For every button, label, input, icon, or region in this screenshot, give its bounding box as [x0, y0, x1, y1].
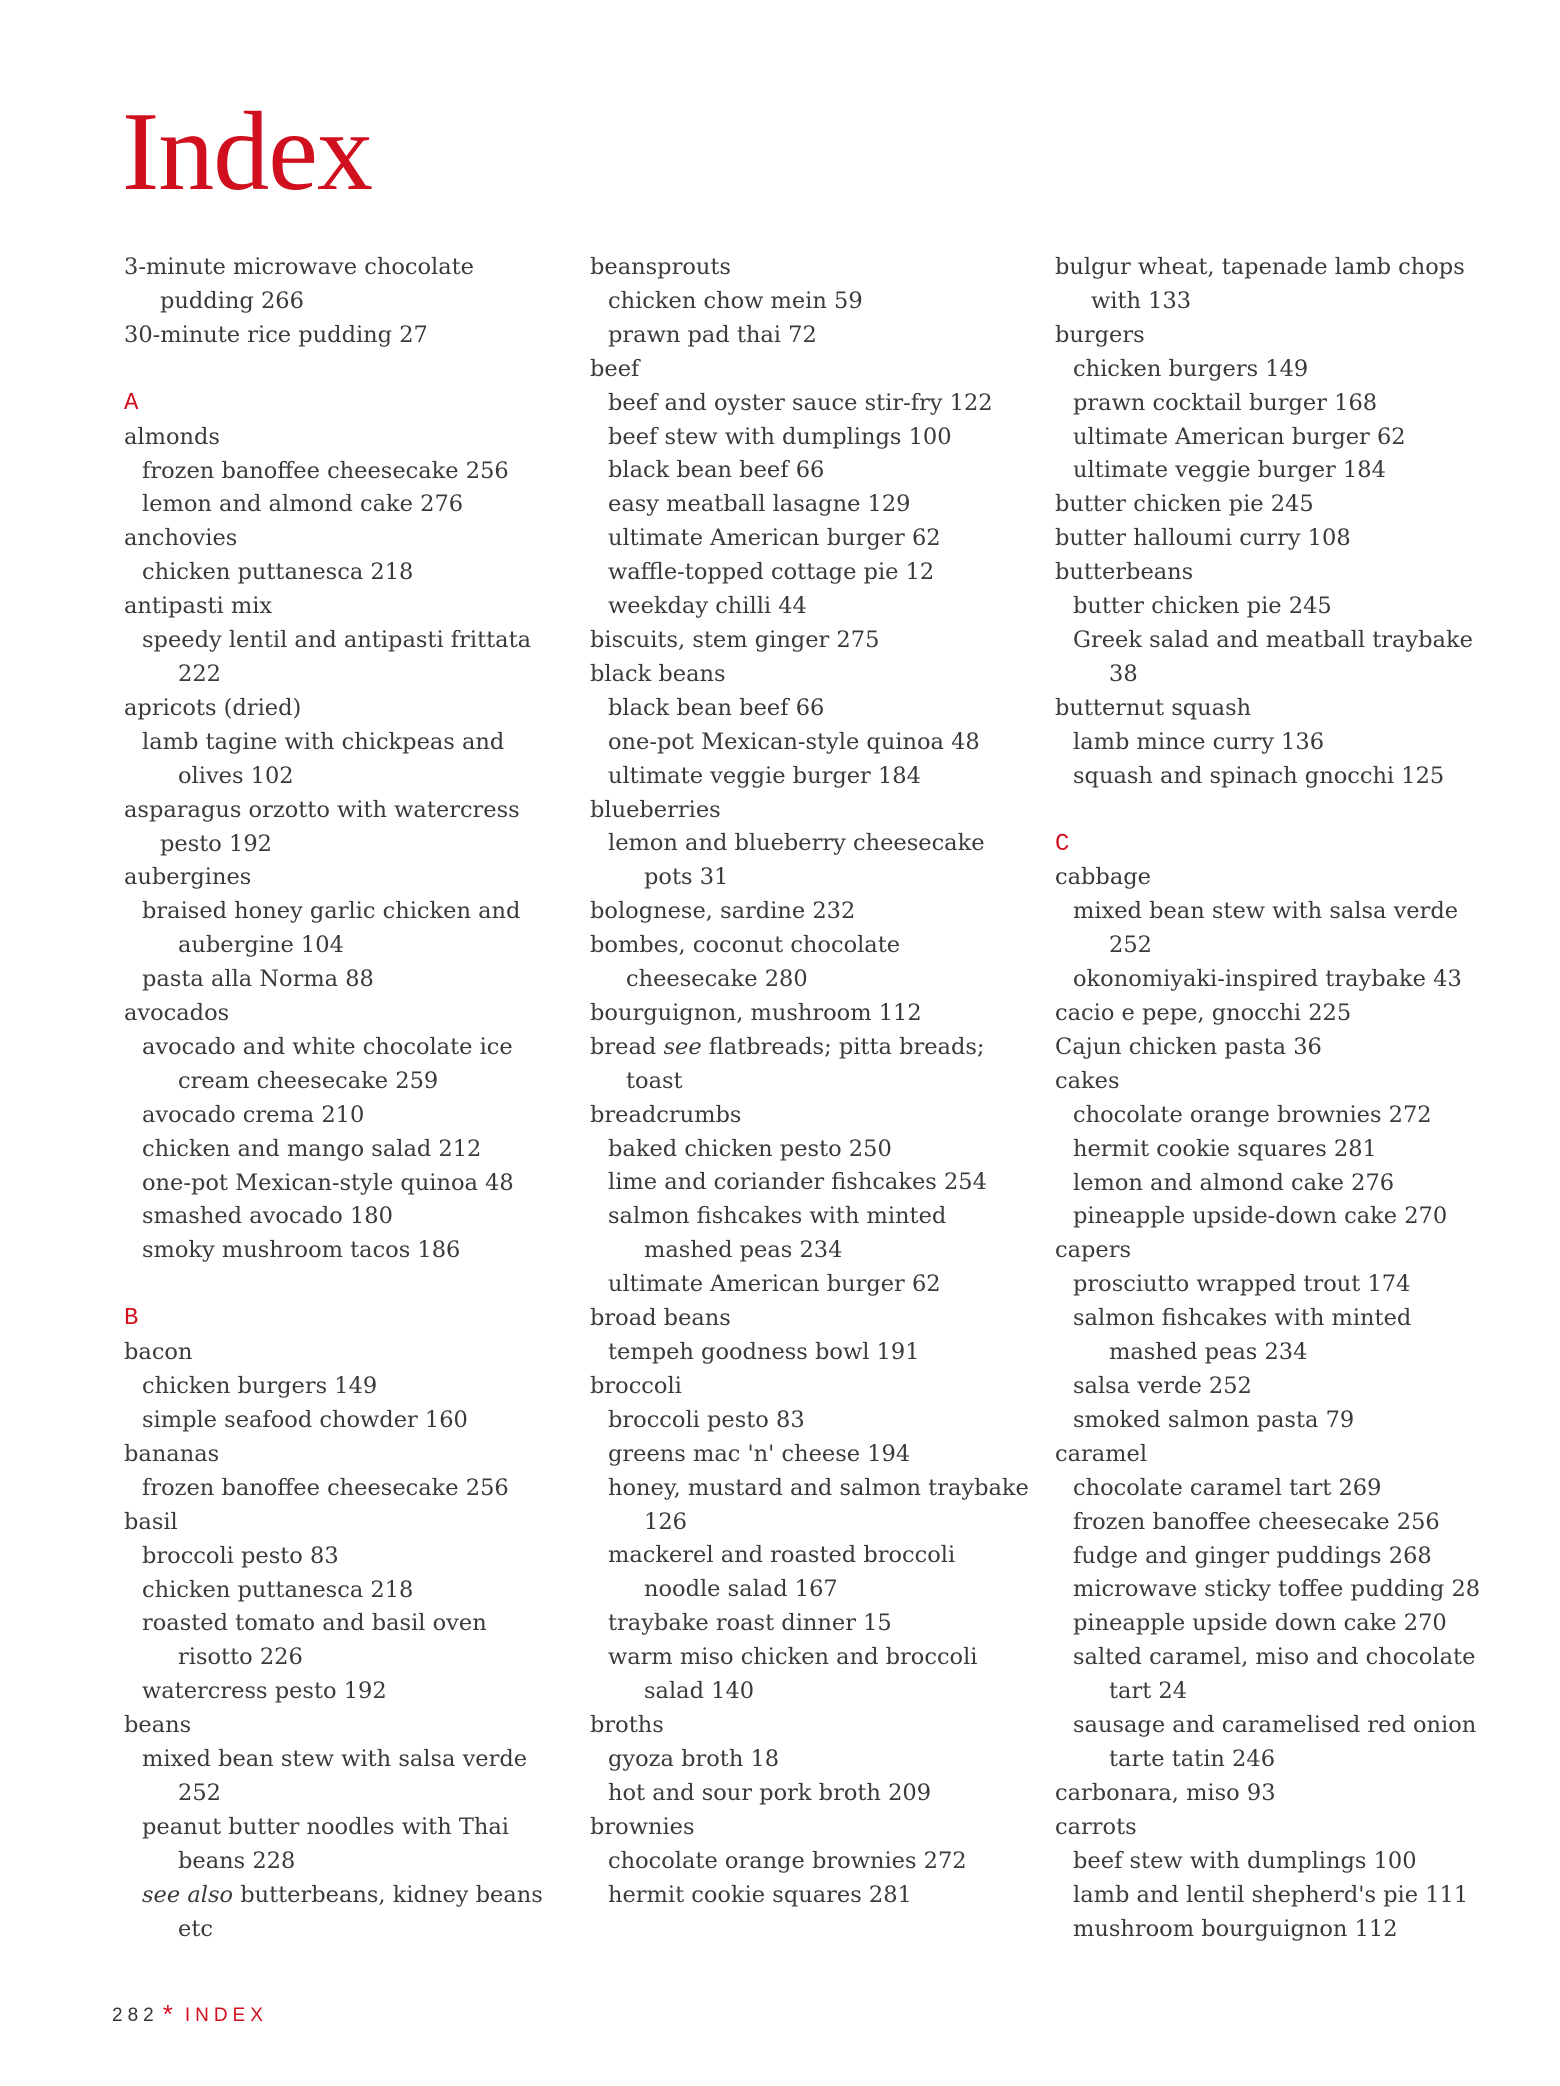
entry-text: butter chicken pie 245: [1073, 593, 1332, 620]
index-subentry: [590, 1539, 1030, 1607]
index-entry: [590, 1709, 1030, 1743]
index-subentry: [590, 1133, 1030, 1167]
index-subentry: [124, 1031, 564, 1099]
index-entry: [124, 1506, 564, 1540]
index-entry: [124, 997, 564, 1031]
entry-text: bolognese, sardine 232: [590, 898, 856, 925]
index-subentry: [124, 455, 564, 489]
entry-text: broccoli pesto 83: [142, 1542, 339, 1569]
section-spacer: [124, 353, 564, 387]
entry-text: Greek salad and meatball traybake 38: [1073, 626, 1473, 687]
entry-text: bourguignon, mushroom 112: [590, 999, 922, 1026]
index-subentry: [1055, 1472, 1495, 1506]
index-entry: [590, 1302, 1030, 1336]
index-subentry: [124, 963, 564, 997]
entry-text: easy meatball lasagne 129: [608, 491, 911, 518]
index-entry: [590, 353, 1030, 387]
index-entry: [124, 421, 564, 455]
entry-text: mackerel and roasted broccoli noodle salad 167: [608, 1542, 956, 1603]
index-subentry: [590, 319, 1030, 353]
index-subentry: [124, 1879, 564, 1947]
index-entry: [1055, 522, 1495, 556]
index-subentry: [124, 1370, 564, 1404]
index-subentry: [590, 488, 1030, 522]
index-entry: [590, 895, 1030, 929]
entry-text: smashed avocado 180: [142, 1203, 393, 1230]
entry-text: ultimate veggie burger 184: [608, 762, 921, 789]
entry-text: prawn pad thai 72: [608, 321, 817, 348]
entry-text: chicken burgers 149: [1073, 355, 1309, 382]
index-subentry: [590, 1879, 1030, 1913]
index-subentry: [1055, 1200, 1495, 1234]
index-subentry: [1055, 1607, 1495, 1641]
entry-text: pasta alla Norma 88: [142, 966, 374, 993]
index-entry: [590, 1811, 1030, 1845]
index-entry: [124, 319, 564, 353]
index-subentry: [590, 590, 1030, 624]
index-subentry: [124, 895, 564, 963]
entry-text: bananas: [124, 1440, 220, 1467]
index-subentry: [590, 726, 1030, 760]
entry-text: salsa verde 252: [1073, 1373, 1252, 1399]
index-subentry: [590, 387, 1030, 421]
entry-text: avocado and white chocolate ice cream cheesecake 259: [142, 1033, 513, 1094]
index-subentry: [1055, 1167, 1495, 1201]
entry-text: watercress pesto 192: [142, 1678, 387, 1705]
entry-text: butterbeans: [1055, 559, 1194, 586]
index-subentry: [1055, 1709, 1495, 1777]
entry-text: almonds: [124, 423, 220, 450]
entry-text: chicken puttanesca 218: [142, 1576, 414, 1603]
index-entry: [590, 929, 1030, 997]
entry-text: squash and spinach gnocchi 125: [1073, 762, 1445, 789]
index-subentry: [124, 1200, 564, 1234]
entry-text: anchovies: [124, 525, 238, 552]
entry-text: roasted tomato and basil oven risotto 226: [142, 1610, 487, 1671]
entry-text: lemon and almond cake 276: [1073, 1169, 1395, 1196]
entry-text: beef: [590, 355, 640, 382]
entry-text: pineapple upside-down cake 270: [1073, 1203, 1448, 1230]
entry-text: chicken burgers 149: [142, 1373, 378, 1400]
index-subentry: [590, 760, 1030, 794]
index-subentry: [1055, 624, 1495, 692]
entry-text: beef and oyster sauce stir-fry 122: [608, 389, 993, 416]
entry-text: black beans: [590, 660, 726, 687]
index-subentry: [590, 692, 1030, 726]
index-subentry: [590, 1472, 1030, 1540]
index-subentry: [1055, 454, 1495, 488]
index-entry: [590, 794, 1030, 828]
entry-text: bombes, coconut chocolate cheesecake 280: [590, 932, 901, 993]
index-entry: [1055, 1438, 1495, 1472]
entry-text: lamb tagine with chickpeas and olives 102: [142, 728, 505, 789]
index-subentry: [1055, 1913, 1495, 1947]
index-entry: [1055, 997, 1495, 1031]
index-entry: [1055, 319, 1495, 353]
index-subentry: [124, 1234, 564, 1268]
index-entry: [124, 1336, 564, 1370]
entry-text: biscuits, stem ginger 275: [590, 626, 880, 653]
entry-text: salmon fishcakes with minted mashed peas 234: [608, 1203, 947, 1264]
index-entry: [124, 794, 564, 862]
index-subentry: [1055, 1404, 1495, 1438]
index-subentry: [124, 488, 564, 522]
index-column-3: [1055, 251, 1495, 1946]
index-subentry: [590, 1438, 1030, 1472]
index-entry: [124, 522, 564, 556]
index-entry: [124, 590, 564, 624]
index-subentry: [590, 285, 1030, 319]
entry-text: prawn cocktail burger 168: [1073, 389, 1378, 416]
section-letter: C: [1055, 830, 1070, 858]
index-subentry: [124, 1675, 564, 1709]
entry-text: apricots (dried): [124, 694, 302, 721]
index-subentry: [1055, 895, 1495, 963]
index-subentry: [590, 1166, 1030, 1200]
index-subentry: [1055, 1302, 1495, 1370]
index-subentry: [1055, 1133, 1495, 1167]
index-entry: [590, 251, 1030, 285]
index-subentry: [124, 1167, 564, 1201]
index-subentry: [1055, 353, 1495, 387]
entry-text: cakes: [1055, 1067, 1120, 1094]
index-entry: [590, 1031, 1030, 1099]
index-subentry: [1055, 590, 1495, 624]
entry-text: blueberries: [590, 796, 721, 823]
index-subentry: [590, 1777, 1030, 1811]
index-entry: [590, 624, 1030, 658]
entry-text: basil: [124, 1508, 178, 1535]
entry-text: capers: [1055, 1237, 1132, 1264]
entry-text: tempeh goodness bowl 191: [608, 1339, 920, 1365]
entry-text: broths: [590, 1711, 664, 1738]
index-entry: [1055, 692, 1495, 726]
index-entry: [1055, 1777, 1495, 1811]
entry-text: burgers: [1055, 321, 1145, 348]
index-subentry: [124, 1811, 564, 1879]
entry-text: Cajun chicken pasta 36: [1055, 1033, 1322, 1060]
index-subentry: [1055, 1099, 1495, 1133]
index-subentry: [590, 454, 1030, 488]
entry-text: black bean beef 66: [608, 694, 825, 721]
index-subentry: [1055, 1540, 1495, 1574]
page-footer: [112, 1999, 268, 2030]
entry-text: baked chicken pesto 250: [608, 1135, 892, 1162]
index-subentry: [590, 1607, 1030, 1641]
entry-text: breadcrumbs: [590, 1101, 742, 1128]
entry-text: okonomiyaki-inspired traybake 43: [1073, 966, 1462, 993]
index-subentry: [1055, 1268, 1495, 1302]
entry-text: chicken and mango salad 212: [142, 1135, 482, 1162]
entry-text: mushroom bourguignon 112: [1073, 1915, 1398, 1942]
entry-text: greens mac 'n' cheese 194: [608, 1440, 911, 1467]
entry-text: frozen banoffee cheesecake 256: [1073, 1508, 1440, 1535]
entry-text: lemon and almond cake 276: [142, 491, 464, 518]
index-subentry: [1055, 760, 1495, 794]
index-entry: [1055, 1065, 1495, 1099]
entry-text: smoky mushroom tacos 186: [142, 1237, 461, 1264]
entry-text: traybake roast dinner 15: [608, 1610, 892, 1637]
entry-text: black bean beef 66: [608, 457, 825, 484]
entry-text: cacio e pepe, gnocchi 225: [1055, 1000, 1352, 1027]
entry-text: carbonara, miso 93: [1055, 1779, 1276, 1806]
index-subentry: [590, 1641, 1030, 1709]
index-subentry: [124, 1472, 564, 1506]
index-entry: [124, 1709, 564, 1743]
page-title: Index: [122, 90, 373, 214]
index-entry: [1055, 251, 1495, 319]
entry-text: one-pot Mexican-style quinoa 48: [142, 1169, 514, 1196]
index-subentry: [1055, 1641, 1495, 1709]
index-column-1: [124, 251, 564, 1947]
index-entry: [1055, 488, 1495, 522]
index-subentry: [124, 556, 564, 590]
section-spacer: [124, 1268, 564, 1302]
entry-text: honey, mustard and salmon traybake 126: [608, 1474, 1029, 1535]
index-subentry: [124, 1133, 564, 1167]
index-entry: [590, 1370, 1030, 1404]
index-subentry: [1055, 1506, 1495, 1540]
entry-text: pineapple upside down cake 270: [1073, 1610, 1447, 1637]
index-entry: [1055, 1811, 1495, 1845]
entry-text: gyoza broth 18: [608, 1745, 780, 1772]
index-subentry: [124, 1404, 564, 1438]
entry-text: bulgur wheat, tapenade lamb chops with 133: [1055, 254, 1465, 314]
entry-text: broccoli: [590, 1372, 682, 1399]
star-icon: *: [162, 1999, 173, 2029]
entry-text: hermit cookie squares 281: [608, 1881, 912, 1908]
entry-text: sausage and caramelised red onion tarte tatin 246: [1073, 1712, 1477, 1772]
entry-text: waffle-topped cottage pie 12: [608, 559, 935, 586]
index-entry: [1055, 1031, 1495, 1065]
entry-text: lamb and lentil shepherd's pie 111: [1073, 1881, 1469, 1908]
index-subentry: [590, 1404, 1030, 1438]
entry-text: ultimate American burger 62: [608, 525, 941, 552]
entry-text: caramel: [1055, 1440, 1148, 1467]
entry-text: hot and sour pork broth 209: [608, 1779, 932, 1806]
entry-text: broccoli pesto 83: [608, 1406, 805, 1433]
entry-text: chocolate orange brownies 272: [608, 1847, 967, 1874]
section-spacer: [1055, 794, 1495, 828]
entry-text: chocolate orange brownies 272: [1073, 1101, 1432, 1128]
entry-text: lemon and blueberry cheesecake pots 31: [608, 830, 985, 891]
entry-text: bacon: [124, 1339, 193, 1366]
index-subentry: [590, 421, 1030, 455]
cross-reference: see: [663, 1033, 702, 1060]
index-subentry: [1055, 1573, 1495, 1607]
entry-text: brownies: [590, 1813, 695, 1840]
index-subentry: [124, 726, 564, 794]
index-subentry: [124, 1607, 564, 1675]
entry-text: butterbeans, kidney beans etc: [178, 1881, 543, 1942]
entry-text: lime and coriander fishcakes 254: [608, 1169, 987, 1196]
entry-text: chocolate caramel tart 269: [1073, 1474, 1382, 1501]
entry-text: beef stew with dumplings 100: [608, 423, 952, 450]
entry-text: broad beans: [590, 1305, 731, 1332]
index-subentry: [590, 1743, 1030, 1777]
entry-text: hermit cookie squares 281: [1073, 1135, 1377, 1162]
page-number: 282: [112, 2005, 159, 2026]
entry-text: avocado crema 210: [142, 1101, 365, 1128]
entry-text: warm miso chicken and broccoli salad 140: [608, 1644, 978, 1705]
entry-text: prosciutto wrapped trout 174: [1073, 1271, 1411, 1298]
index-entry: [1055, 861, 1495, 895]
index-subentry: [1055, 387, 1495, 421]
index-subentry: [124, 624, 564, 692]
index-subentry: [590, 556, 1030, 590]
index-subentry: [1055, 963, 1495, 997]
entry-text: bread: [590, 1033, 664, 1060]
index-subentry: [590, 1845, 1030, 1879]
index-subentry: [590, 1200, 1030, 1268]
entry-text: weekday chilli 44: [608, 593, 807, 620]
entry-text: ultimate American burger 62: [608, 1271, 941, 1298]
section-letter: A: [124, 389, 139, 417]
entry-text: beans: [124, 1712, 192, 1739]
entry-text: one-pot Mexican-style quinoa 48: [608, 728, 980, 755]
index-subentry: [590, 1268, 1030, 1302]
entry-text: smoked salmon pasta 79: [1073, 1406, 1355, 1433]
index-entry: [590, 1099, 1030, 1133]
entry-text: lamb mince curry 136: [1073, 728, 1325, 755]
entry-text: 3-minute microwave chocolate pudding 266: [124, 254, 474, 314]
index-subentry: [124, 1574, 564, 1608]
index-subentry: [590, 827, 1030, 895]
index-subentry: [1055, 726, 1495, 760]
index-entry: [124, 692, 564, 726]
entry-text: carrots: [1055, 1813, 1137, 1840]
index-subentry: [590, 1336, 1030, 1370]
entry-text: butter halloumi curry 108: [1055, 525, 1351, 552]
entry-text: peanut butter noodles with Thai beans 228: [142, 1813, 509, 1874]
entry-text: ultimate American burger 62: [1073, 423, 1406, 450]
entry-text: fudge and ginger puddings 268: [1073, 1542, 1432, 1569]
entry-text: ultimate veggie burger 184: [1073, 457, 1386, 484]
section-label: INDEX: [184, 2005, 268, 2026]
entry-text: salted caramel, miso and chocolate tart 24: [1073, 1644, 1476, 1705]
entry-text: chicken puttanesca 218: [142, 559, 414, 586]
entry-text: avocados: [124, 1000, 230, 1027]
index-entry: [590, 658, 1030, 692]
index-entry: [1055, 556, 1495, 590]
index-subentry: [1055, 421, 1495, 455]
index-entry: [124, 861, 564, 895]
entry-text: asparagus orzotto with watercress pesto 192: [124, 796, 520, 857]
entry-text: butter chicken pie 245: [1055, 491, 1314, 518]
index-subentry: [1055, 1879, 1495, 1913]
entry-text: antipasti mix: [124, 593, 273, 620]
index-subentry: [590, 522, 1030, 556]
entry-text: salmon fishcakes with minted mashed peas 234: [1073, 1305, 1412, 1366]
section-letter: B: [124, 1305, 139, 1333]
entry-text: braised honey garlic chicken and aubergine 104: [142, 898, 521, 959]
index-subentry: [124, 1540, 564, 1574]
entry-text: beef stew with dumplings 100: [1073, 1847, 1417, 1874]
index-column-2: [590, 251, 1030, 1912]
index-entry: [1055, 1234, 1495, 1268]
cross-reference: see also: [142, 1881, 234, 1908]
index-subentry: [124, 1743, 564, 1811]
index-subentry: [124, 1099, 564, 1133]
index-subentry: [1055, 1845, 1495, 1879]
entry-text: 30-minute rice pudding 27: [124, 321, 428, 348]
entry-text: chicken chow mein 59: [608, 287, 863, 314]
entry-text: microwave sticky toffee pudding 28: [1073, 1576, 1481, 1603]
entry-text: frozen banoffee cheesecake 256: [142, 1474, 509, 1501]
index-entry: [124, 1438, 564, 1472]
entry-text: aubergines: [124, 864, 252, 891]
index-entry: [590, 997, 1030, 1031]
entry-text: flatbreads; pitta breads; toast: [626, 1033, 985, 1094]
entry-text: beansprouts: [590, 254, 731, 280]
entry-text: mixed bean stew with salsa verde 252: [1073, 898, 1459, 959]
entry-text: simple seafood chowder 160: [142, 1407, 468, 1433]
entry-text: frozen banoffee cheesecake 256: [142, 457, 509, 484]
entry-text: cabbage: [1055, 864, 1151, 891]
entry-text: mixed bean stew with salsa verde 252: [142, 1746, 528, 1806]
index-subentry: [1055, 1370, 1495, 1404]
entry-text: speedy lentil and antipasti frittata 222: [142, 627, 532, 687]
entry-text: butternut squash: [1055, 694, 1252, 721]
index-entry: [124, 251, 564, 319]
